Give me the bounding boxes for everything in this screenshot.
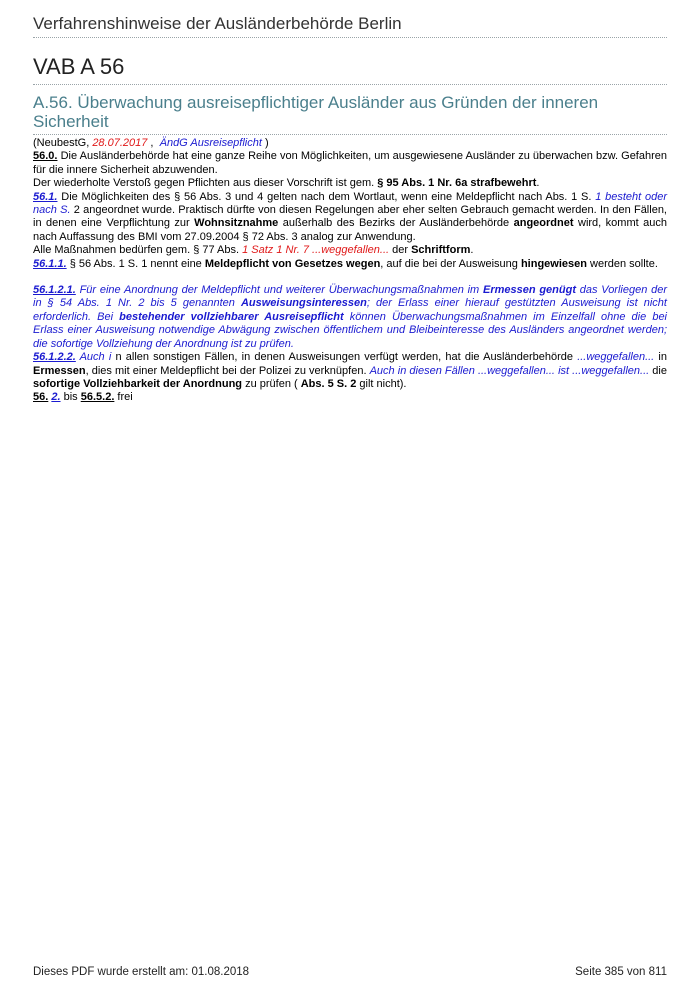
amended-text: Auch in diesen Fällen ...weggefallen... ist ...weggefallen... (369, 364, 650, 377)
footer-created-date: Dieses PDF wurde erstellt am: 01.08.2018 (33, 966, 250, 978)
removed-text: 1 Satz 1 Nr. 7 ...weggefallen... (242, 244, 390, 257)
bold-text: Ermessen genügt (482, 284, 576, 297)
text: können Überwachungsmaßnahmen im Einzelfall ohne die bei Erlass einer Ausweisung notwendige Abwägung zwischen öffentlichem und Bleibeinteresse des Ausländers angeordnet werden; die sofortige Vollziehung der Anordnung ist zu prüfen. (33, 310, 668, 350)
ref-56-1-2-1[interactable]: 56.1.2.1. (33, 284, 76, 297)
bold-text: Wohnsitznahme (194, 217, 279, 230)
page (33, 0, 667, 405)
amended-text: ...weggefallen... (577, 351, 655, 364)
bold-text: Ermessen (33, 364, 86, 377)
amended-text: Auch i (75, 351, 112, 364)
ref-56-1[interactable]: 56.1. (33, 190, 58, 203)
bold-text: Abs. 5 S. 2 (300, 377, 357, 390)
bold-text: sofortige Vollziehbarkeit der Anordnung (33, 377, 243, 390)
meta-line (33, 137, 667, 150)
bold-text: Schriftform (411, 244, 471, 257)
footer-page-number: Seite 385 von 811 (575, 966, 667, 978)
bold-text: hingewiesen (520, 257, 587, 270)
paragraph-penalty (33, 177, 667, 190)
content (33, 137, 667, 405)
text: Der wiederholte Verstoß gegen Pflichten aus dieser Vorschrift ist gem. (33, 177, 378, 190)
text: wird, kommt auch nach Auffassung des BMI vom 27.09.2004 § 72 Abs. 3 analog zur Anwendung. (33, 217, 668, 243)
text: das Vorliegen der in § 54 Abs. 1 Nr. 2 bis 5 genannten (33, 284, 667, 310)
document-header: Verfahrenshinweise der Ausländerbehörde Berlin (33, 14, 667, 38)
paragraph-56-1-2-1 (33, 284, 667, 351)
text: n allen sonstigen Fällen, in denen Ausweisungen verfügt werden, hat die Ausländerbehörde (111, 351, 578, 364)
meta-amendment-link[interactable]: ÄndG Ausreisepflicht (159, 137, 262, 149)
ref-2[interactable]: 2. (51, 391, 61, 404)
text: gilt nicht). (356, 377, 407, 390)
paragraph-text: Die Ausländerbehörde hat eine ganze Reihe von Möglichkeiten, um ausgewiesene Ausländer zu überwachen bzw. Gefahren für die innere Sicherheit abzuwenden. (33, 150, 667, 176)
text: außerhalb des Bezirks der Ausländerbehörde (278, 217, 514, 230)
ref-56[interactable]: 56. (33, 391, 49, 404)
ref-56-1-1[interactable]: 56.1.1. (33, 257, 67, 270)
meta-date: 28.07.2017 (92, 137, 148, 149)
meta-prefix: (NeubestG, (33, 137, 93, 149)
text: , auf die bei der Ausweisung (380, 257, 521, 270)
meta-separator: , (147, 137, 160, 149)
text: Die Möglichkeiten des § 56 Abs. 3 und 4 gelten nach dem Wortlaut, wenn eine Meldepflicht nach Abs. 1 S. (57, 190, 596, 203)
text: . (536, 177, 540, 190)
text: , dies mit einer Meldepflicht bei der Polizei zu verknüpfen. (85, 364, 370, 377)
paragraph-56-1 (33, 191, 667, 245)
text: zu prüfen ( (242, 377, 301, 390)
text: Alle Maßnahmen bedürfen gem. § 77 Abs. (33, 244, 243, 257)
text: bis (60, 391, 81, 404)
ref-56-0[interactable]: 56.0. (33, 150, 58, 163)
page-footer (33, 966, 667, 978)
bold-text: § 95 Abs. 1 Nr. 6a strafbewehrt (377, 177, 537, 190)
ref-56-1-2-2[interactable]: 56.1.2.2. (33, 351, 76, 364)
spacer (33, 271, 667, 284)
meta-suffix: ) (261, 137, 269, 149)
bold-text: Meldepflicht von Gesetzes wegen (204, 257, 381, 270)
text: 2 angeordnet wurde. Praktisch dürfte von diesen Regelungen aber eher selten Gebrauch gemacht werden. In den Fällen, in denen eine Verpflichtung zur (33, 204, 667, 230)
doc-title: VAB A 56 (33, 54, 667, 85)
ref-56-5-2[interactable]: 56.5.2. (80, 391, 115, 404)
text: die (649, 364, 667, 377)
paragraph-56-2 (33, 391, 667, 404)
paragraph-56-1-2-2 (33, 351, 667, 391)
bold-text: bestehender vollziehbarer Ausreisepflicht (119, 310, 344, 323)
paragraph-56-1-1 (33, 258, 667, 271)
paragraph-form (33, 244, 667, 257)
text: frei (114, 391, 133, 404)
text: werden sollte. (586, 257, 658, 270)
section-title: A.56. Überwachung ausreisepflichtiger Ausländer aus Gründen der inneren Sicherheit (33, 93, 667, 135)
text: ; der Erlass einer hierauf gestützten Ausweisung ist nicht erforderlich. Bei (33, 297, 667, 323)
text: in (654, 351, 667, 364)
text: § 56 Abs. 1 S. 1 nennt eine (66, 257, 205, 270)
bold-text: angeordnet (513, 217, 574, 230)
bold-text: Ausweisungsinteressen (240, 297, 367, 310)
text: . (470, 244, 474, 257)
amended-text: 1 besteht oder nach S. (33, 190, 667, 217)
text: der (389, 244, 412, 257)
paragraph-56-0 (33, 150, 667, 177)
text: Für eine Anordnung der Meldepflicht und weiterer Überwachungsmaßnahmen im (75, 284, 483, 297)
